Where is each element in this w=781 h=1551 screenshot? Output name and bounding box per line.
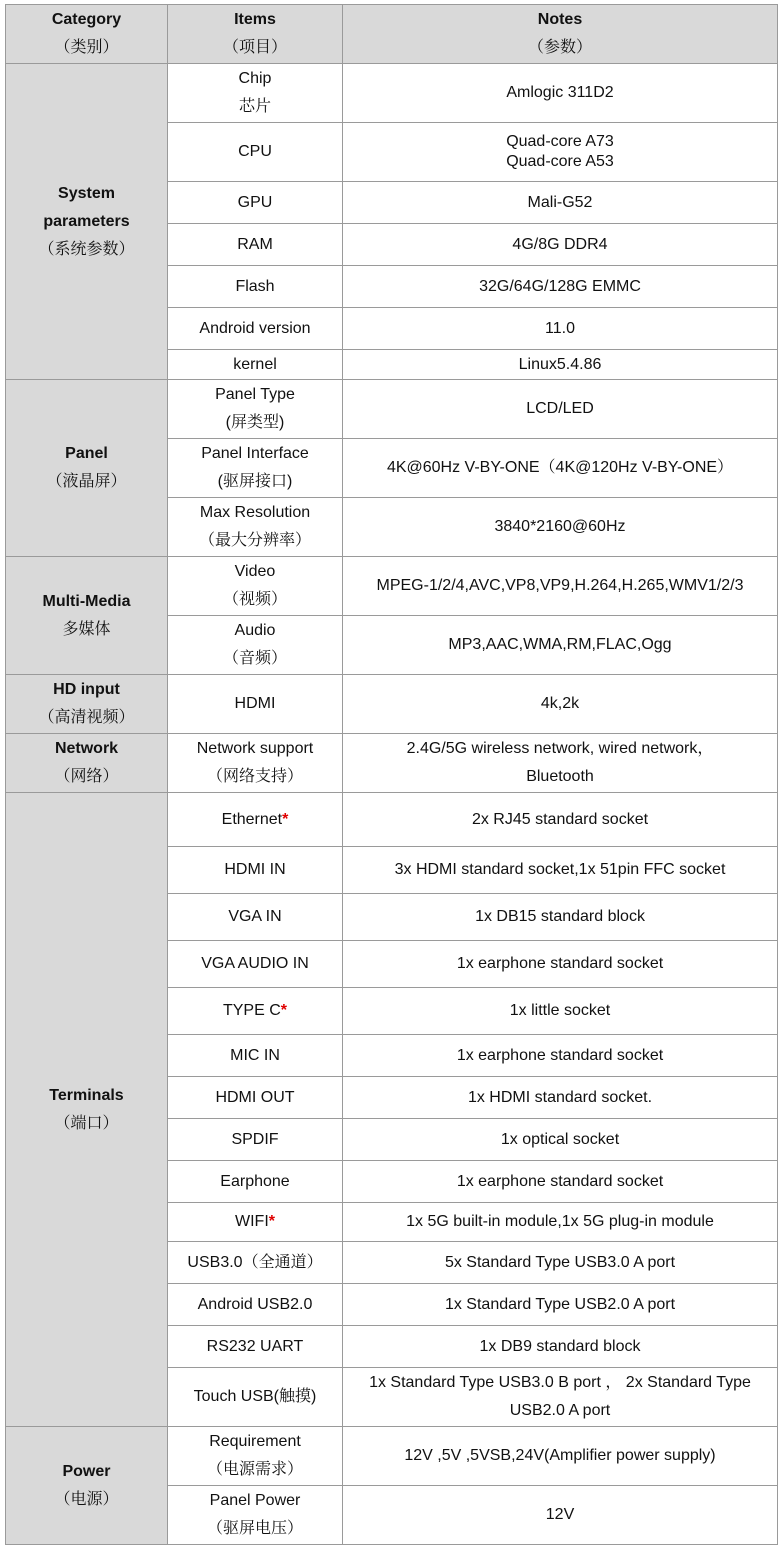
category-system: [6, 64, 168, 380]
item-label: Chip: [238, 70, 272, 87]
note-cell: 1x optical socket: [343, 1119, 778, 1161]
category-label: Multi-Media: [42, 592, 131, 610]
item-cell: [168, 616, 343, 675]
item-cell: [168, 380, 343, 439]
item-cell: Android version: [168, 308, 343, 350]
table-row: [6, 557, 778, 616]
category-hd-input: [6, 675, 168, 734]
item-cn: （电源需求）: [206, 1461, 303, 1478]
item-label: WIFI: [235, 1213, 269, 1230]
category-label: Terminals: [49, 1086, 124, 1104]
category-terminals: [6, 793, 168, 1427]
item-cell: Earphone: [168, 1161, 343, 1203]
item-label: Requirement: [209, 1433, 301, 1450]
note-cell: 4k,2k: [343, 675, 778, 734]
item-cell: VGA IN: [168, 894, 343, 941]
item-cn: （视频）: [222, 591, 287, 608]
table-row: [6, 380, 778, 439]
note-cell: 1x earphone standard socket: [343, 1035, 778, 1077]
table-row: [6, 734, 778, 793]
header-row: [6, 5, 778, 64]
item-label: TYPE C: [222, 1002, 281, 1019]
category-media: [6, 557, 168, 675]
item-cell: SPDIF: [168, 1119, 343, 1161]
category-cn: （液晶屏）: [46, 473, 127, 490]
table-row: [6, 675, 778, 734]
item-cell: CPU: [168, 123, 343, 182]
note-cell: 4G/8G DDR4: [343, 224, 778, 266]
note-cell: 3x HDMI standard socket,1x 51pin FFC socket: [343, 847, 778, 894]
category-power: [6, 1427, 168, 1545]
note-line: 1x Standard Type USB3.0 B port ， 2x Standard Type: [369, 1374, 751, 1391]
note-cell: MPEG-1/2/4,AVC,VP8,VP9,H.264,H.265,WMV1/2/3: [343, 557, 778, 616]
item-cell: [168, 734, 343, 793]
header-category-cn: （类别）: [54, 39, 119, 56]
item-cn: (驱屏接口): [217, 473, 293, 490]
note-cell: 1x DB9 standard block: [343, 1326, 778, 1368]
item-cn: （最大分辨率）: [198, 532, 311, 549]
note-cell: [343, 123, 778, 182]
note-cell: Amlogic 311D2: [343, 64, 778, 123]
item-cell: [168, 1203, 343, 1242]
item-cell: Flash: [168, 266, 343, 308]
note-cell: 12V: [343, 1486, 778, 1545]
item-label: Panel Interface: [201, 445, 309, 462]
category-label: parameters: [43, 212, 130, 230]
header-notes-label: Notes: [537, 11, 583, 28]
note-cell: 1x little socket: [343, 988, 778, 1035]
item-cell: HDMI IN: [168, 847, 343, 894]
item-label: Video: [234, 563, 276, 580]
item-cn: 芯片: [238, 98, 271, 115]
item-cell: [168, 557, 343, 616]
header-items-cn: （项目）: [222, 39, 287, 56]
item-cell: [168, 64, 343, 123]
item-cell: RS232 UART: [168, 1326, 343, 1368]
required-marker: *: [282, 810, 289, 828]
note-line: USB2.0 A port: [509, 1402, 611, 1419]
header-category-label: Category: [51, 11, 122, 28]
table-row: [6, 1427, 778, 1486]
item-cell: [168, 1427, 343, 1486]
item-cell: HDMI OUT: [168, 1077, 343, 1119]
note-cell: 5x Standard Type USB3.0 A port: [343, 1242, 778, 1284]
note-cell: 1x DB15 standard block: [343, 894, 778, 941]
note-cell: 1x earphone standard socket: [343, 941, 778, 988]
item-label: Panel Type: [215, 386, 295, 403]
note-cell: 11.0: [343, 308, 778, 350]
item-cell: HDMI: [168, 675, 343, 734]
note-cell: 32G/64G/128G EMMC: [343, 266, 778, 308]
item-cell: kernel: [168, 350, 343, 380]
item-cell: GPU: [168, 182, 343, 224]
item-cell: VGA AUDIO IN: [168, 941, 343, 988]
note-cell: 3840*2160@60Hz: [343, 498, 778, 557]
category-label: Network: [54, 740, 119, 757]
item-cn: (屏类型): [225, 414, 285, 431]
note-cell: 1x Standard Type USB2.0 A port: [343, 1284, 778, 1326]
item-cell: [168, 1486, 343, 1545]
note-cell: [343, 1368, 778, 1427]
note-cell: 1x earphone standard socket: [343, 1161, 778, 1203]
item-label: Panel Power: [209, 1492, 301, 1509]
category-cn: （网络）: [54, 768, 119, 785]
item-cell: Touch USB(触摸): [168, 1368, 343, 1427]
note-line: Quad-core A53: [506, 153, 614, 170]
note-cell: [343, 734, 778, 793]
note-cell: 2x RJ45 standard socket: [343, 793, 778, 847]
item-label: Ethernet: [221, 810, 283, 828]
header-notes-cn: （参数）: [527, 39, 592, 56]
category-label: Panel: [65, 445, 108, 462]
spec-table: [5, 4, 778, 1545]
note-line: Quad-core A73: [506, 133, 614, 150]
category-label: System: [58, 184, 115, 202]
table-row: [6, 64, 778, 123]
category-panel: [6, 380, 168, 557]
header-notes: [343, 5, 778, 64]
note-line: Bluetooth: [526, 768, 594, 785]
item-label: Max Resolution: [199, 504, 311, 521]
note-cell: 1x 5G built-in module,1x 5G plug-in module: [343, 1203, 778, 1242]
item-label: Network support: [196, 740, 314, 757]
item-cell: [168, 793, 343, 847]
header-category: [6, 5, 168, 64]
category-network: [6, 734, 168, 793]
note-cell: 12V ,5V ,5VSB,24V(Amplifier power supply): [343, 1427, 778, 1486]
category-label: Power: [62, 1462, 111, 1480]
item-cell: USB3.0（全通道）: [168, 1242, 343, 1284]
note-cell: LCD/LED: [343, 380, 778, 439]
note-cell: 4K@60Hz V-BY-ONE（4K@120Hz V-BY-ONE）: [343, 439, 778, 498]
header-items-label: Items: [234, 11, 276, 28]
required-marker: *: [268, 1213, 275, 1230]
item-cell: [168, 439, 343, 498]
category-cn: （电源）: [54, 1490, 119, 1508]
header-items: [168, 5, 343, 64]
required-marker: *: [280, 1002, 288, 1019]
item-cn: （网络支持）: [206, 768, 303, 785]
category-cn: （端口）: [54, 1114, 119, 1132]
category-label: HD input: [53, 681, 120, 698]
table-row: [6, 793, 778, 847]
item-cn: （驱屏电压）: [206, 1520, 303, 1537]
item-cell: RAM: [168, 224, 343, 266]
note-cell: MP3,AAC,WMA,RM,FLAC,Ogg: [343, 616, 778, 675]
item-cell: MIC IN: [168, 1035, 343, 1077]
item-cn: （音频）: [222, 650, 287, 667]
item-cell: Android USB2.0: [168, 1284, 343, 1326]
category-cn: （系统参数）: [38, 240, 135, 258]
note-cell: Mali-G52: [343, 182, 778, 224]
note-cell: Linux5.4.86: [343, 350, 778, 380]
note-cell: 1x HDMI standard socket.: [343, 1077, 778, 1119]
note-line: 2.4G/5G wireless network, wired network，: [406, 740, 714, 757]
category-cn: （高清视频）: [38, 709, 135, 726]
category-cn: 多媒体: [62, 620, 111, 638]
item-label: Audio: [234, 622, 276, 639]
item-cell: [168, 988, 343, 1035]
item-cell: [168, 498, 343, 557]
